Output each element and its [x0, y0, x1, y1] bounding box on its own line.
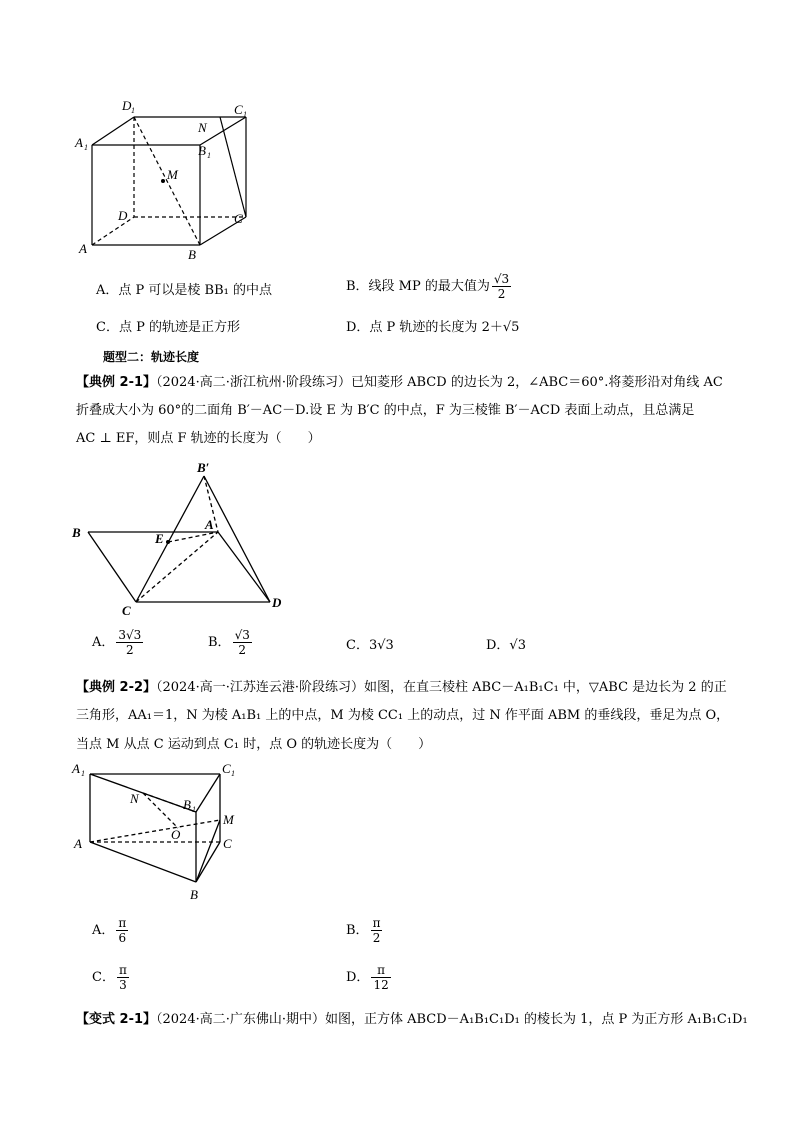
- prism-figure: [70, 762, 250, 907]
- label-C1: C: [222, 762, 231, 776]
- label-A: A: [79, 241, 87, 256]
- q1-option-b: B．线段 MP 的最大值为 $\frac{√3}{2}$: [346, 272, 510, 301]
- label-B: B: [188, 247, 196, 262]
- rhombus-figure: [70, 458, 300, 618]
- label-A: A: [205, 517, 214, 532]
- var21-line1: 【变式 2-1】（2024·高二·广东佛山·期中）如图，正方体 ABCD－A₁B₁C₁D₁ 的棱长为 1，点 P 为正方形 A₁B₁C₁D₁: [76, 1012, 748, 1027]
- label-C: C: [234, 211, 243, 226]
- ex21-option-d: D．√3: [486, 638, 526, 653]
- ex22-option-a: A． $\frac{\pi}{6}$: [92, 916, 127, 945]
- ex21-option-c: C．3√3: [346, 638, 394, 653]
- ex21-line3: AC ⊥ EF，则点 F 轨迹的长度为（ ）: [76, 431, 321, 446]
- label-M: M: [223, 812, 234, 827]
- ex22-option-c: C． $\frac{\pi}{3}$: [92, 963, 127, 992]
- ex21-option-a: A． $\frac{3√3}{2}$: [92, 628, 142, 657]
- cube-figure: [70, 95, 260, 270]
- svg-text:1: 1: [81, 769, 85, 778]
- label-B: B: [190, 887, 198, 902]
- label-A1: A: [75, 135, 83, 150]
- label-D: D: [118, 208, 128, 223]
- label-E: E: [155, 531, 164, 546]
- q1-option-d: D．点 P 轨迹的长度为 2＋√5: [346, 320, 520, 335]
- label-C: C: [223, 836, 232, 851]
- label-B1: B: [198, 143, 206, 158]
- label-N: N: [130, 791, 139, 806]
- label-B: B: [72, 525, 81, 540]
- label-Bprime: B′: [197, 460, 210, 475]
- ex21-line1: 【典例 2-1】（2024·高二·浙江杭州·阶段练习）已知菱形 ABCD 的边长为 2，∠ABC＝60°.将菱形沿对角线 AC: [76, 375, 723, 390]
- label-B1: B: [183, 797, 191, 812]
- ex22-line2: 三角形，AA₁＝1，N 为棱 A₁B₁ 上的中点，M 为棱 CC₁ 上的动点，过 N 作平面 ABM 的垂线段，垂足为点 O，: [76, 708, 730, 723]
- label-D1: D: [122, 98, 132, 113]
- section-title: 题型二：轨迹长度: [103, 350, 200, 364]
- svg-text:1: 1: [131, 106, 135, 115]
- ex22-option-b: B． $\frac{\pi}{2}$: [346, 916, 381, 945]
- label-M: M: [167, 167, 178, 182]
- label-N: N: [198, 120, 207, 135]
- label-C: C: [122, 603, 131, 618]
- svg-text:1: 1: [243, 110, 247, 119]
- ex21-line2: 折叠成大小为 60°的二面角 B′－AC－D.设 E 为 B′C 的中点，F 为三棱锥 B′－ACD 表面上动点，且总满足: [76, 403, 695, 418]
- svg-text:1: 1: [84, 143, 88, 152]
- svg-text:1: 1: [192, 805, 196, 814]
- label-A1: A: [72, 762, 80, 776]
- ex22-option-d: D． $\frac{\pi}{12}$: [346, 963, 389, 992]
- svg-text:1: 1: [207, 151, 211, 160]
- svg-text:1: 1: [231, 769, 235, 778]
- q1-option-c: C．点 P 的轨迹是正方形: [96, 320, 240, 335]
- label-D: D: [272, 595, 282, 610]
- label-A: A: [74, 836, 82, 851]
- ex21-option-b: B． $\frac{√3}{2}$: [208, 628, 250, 657]
- label-C1: C: [234, 102, 243, 117]
- q1-option-a: A．点 P 可以是棱 BB₁ 的中点: [96, 283, 272, 298]
- ex22-line3: 当点 M 从点 C 运动到点 C₁ 时，点 O 的轨迹长度为（ ）: [76, 737, 432, 752]
- label-O: O: [171, 827, 181, 842]
- ex22-line1: 【典例 2-2】（2024·高一·江苏连云港·阶段练习）如图，在直三棱柱 ABC－A₁B₁C₁ 中，▽ABC 是边长为 2 的正: [76, 680, 727, 695]
